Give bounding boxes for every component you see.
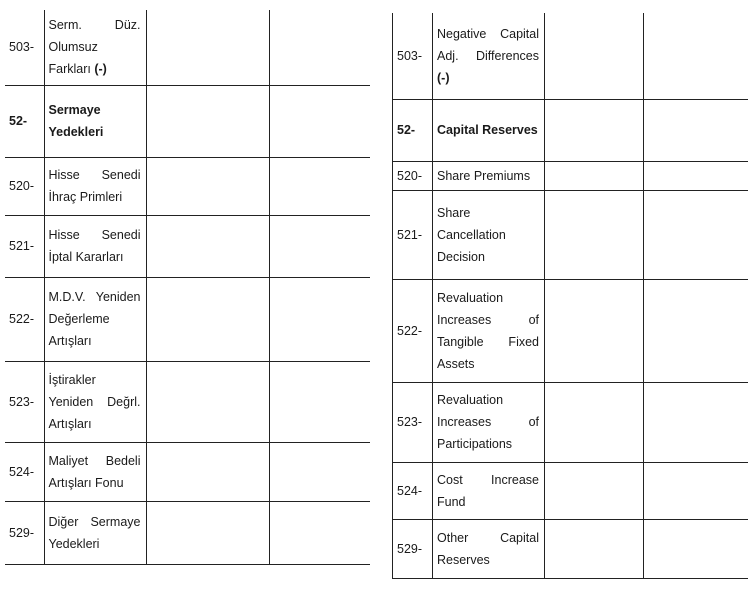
account-name: Hisse Senedi İptal Kararları <box>44 215 146 277</box>
table-row <box>393 279 748 382</box>
table-row <box>5 361 370 442</box>
account-suffix: (-) <box>437 70 450 85</box>
empty-cell <box>146 85 269 157</box>
empty-cell <box>269 361 370 442</box>
table-row <box>393 161 748 190</box>
table-row <box>5 442 370 501</box>
account-name: Share Cancellation Decision <box>433 190 545 279</box>
table-row <box>5 10 370 85</box>
empty-cell <box>269 85 370 157</box>
account-code: 521- <box>393 190 433 279</box>
empty-cell <box>644 99 748 161</box>
account-code: 52- <box>5 85 44 157</box>
account-name: Revaluation Increases of Tangible Fixed Assets <box>433 279 545 382</box>
account-code: 503- <box>393 13 433 99</box>
empty-cell <box>146 501 269 564</box>
account-name: Other Capital Reserves <box>433 519 545 578</box>
account-name: Revaluation Increases of Participations <box>433 382 545 462</box>
account-name: Cost Increase Fund <box>433 462 545 519</box>
account-code: 523- <box>393 382 433 462</box>
account-code: 52- <box>393 99 433 161</box>
account-name: Hisse Senedi İhraç Primleri <box>44 157 146 215</box>
table-row <box>393 382 748 462</box>
empty-cell <box>146 361 269 442</box>
empty-cell <box>269 10 370 85</box>
table-row <box>5 277 370 361</box>
empty-cell <box>269 501 370 564</box>
empty-cell <box>644 13 748 99</box>
turkish-accounts-table <box>5 10 370 565</box>
account-name: Share Premiums <box>433 161 545 190</box>
english-accounts-table <box>392 13 748 579</box>
account-name: Maliyet Bedeli Artışları Fonu <box>44 442 146 501</box>
empty-cell <box>269 157 370 215</box>
empty-cell <box>146 10 269 85</box>
account-name: Capital Reserves <box>433 99 545 161</box>
empty-cell <box>545 190 644 279</box>
table-row <box>5 85 370 157</box>
account-code: 521- <box>5 215 44 277</box>
empty-cell <box>644 161 748 190</box>
empty-cell <box>644 382 748 462</box>
table-row <box>5 215 370 277</box>
account-name: Sermaye Yedekleri <box>44 85 146 157</box>
empty-cell <box>545 279 644 382</box>
empty-cell <box>644 279 748 382</box>
account-name: Negative Capital Adj. Differences (-) <box>433 13 545 99</box>
empty-cell <box>545 13 644 99</box>
table-row <box>5 157 370 215</box>
empty-cell <box>146 215 269 277</box>
empty-cell <box>545 519 644 578</box>
table-row <box>393 13 748 99</box>
empty-cell <box>269 277 370 361</box>
table-row <box>393 519 748 578</box>
table-row <box>393 462 748 519</box>
empty-cell <box>545 382 644 462</box>
empty-cell <box>545 462 644 519</box>
account-code: 524- <box>393 462 433 519</box>
account-code: 522- <box>5 277 44 361</box>
table-row <box>393 99 748 161</box>
empty-cell <box>146 277 269 361</box>
account-code: 522- <box>393 279 433 382</box>
empty-cell <box>545 161 644 190</box>
account-name: İştirakler Yeniden Değrl. Artışları <box>44 361 146 442</box>
account-code: 529- <box>393 519 433 578</box>
empty-cell <box>269 442 370 501</box>
table-row <box>393 190 748 279</box>
table-row <box>5 501 370 564</box>
account-code: 523- <box>5 361 44 442</box>
empty-cell <box>644 190 748 279</box>
account-name: M.D.V. Yeniden Değerleme Artışları <box>44 277 146 361</box>
account-code: 524- <box>5 442 44 501</box>
empty-cell <box>146 442 269 501</box>
account-code: 529- <box>5 501 44 564</box>
empty-cell <box>644 462 748 519</box>
empty-cell <box>644 519 748 578</box>
empty-cell <box>146 157 269 215</box>
account-code: 503- <box>5 10 44 85</box>
account-name: Diğer Sermaye Yedekleri <box>44 501 146 564</box>
empty-cell <box>269 215 370 277</box>
account-name: Serm. Düz. Olumsuz Farkları (-) <box>44 10 146 85</box>
account-code: 520- <box>393 161 433 190</box>
account-suffix: (-) <box>94 62 107 77</box>
account-code: 520- <box>5 157 44 215</box>
empty-cell <box>545 99 644 161</box>
